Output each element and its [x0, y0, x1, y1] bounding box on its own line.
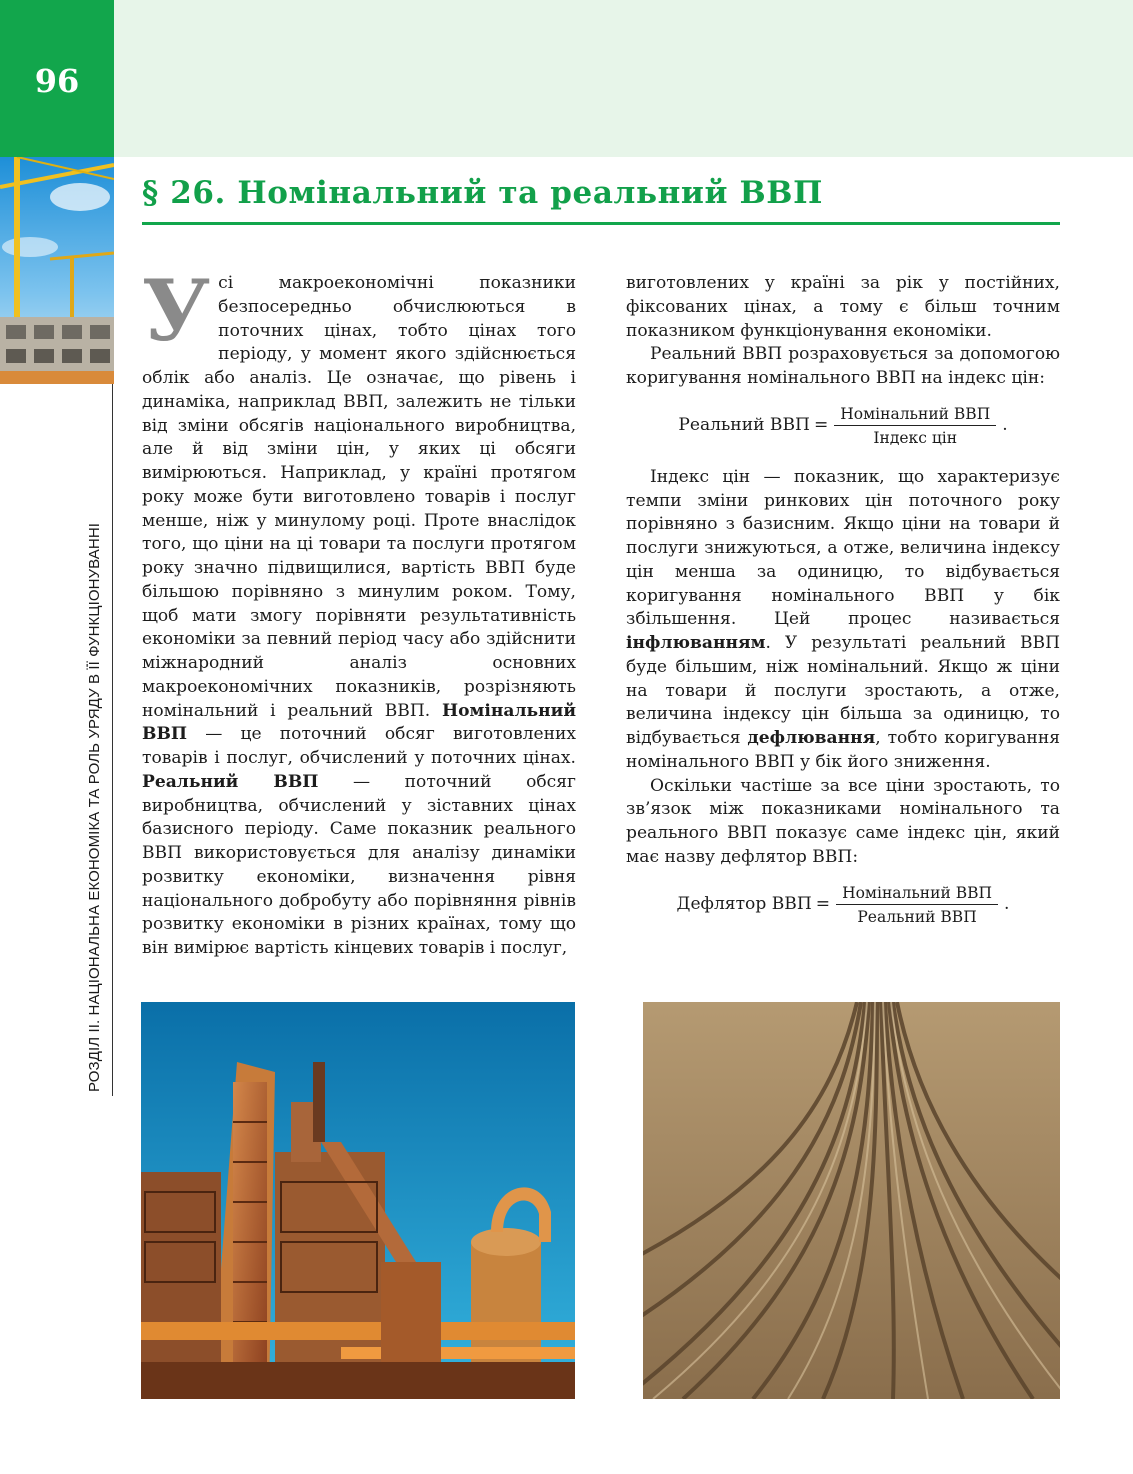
- paragraph-continued: виготовлених у країні за рік у постійних, фіксованих цінах, а тому є більш точним показником функціонування економіки.: [626, 273, 1060, 341]
- formula-real-gdp: [626, 403, 1060, 450]
- side-rule: [112, 384, 113, 1096]
- real-definition: — поточний обсяг виробництва, обчислений у зіставних цінах базисного періоду. Саме показник реального ВВП використовується для аналізу динаміки розвитку економіки, визначення рівня національного добробуту або порівняння рівнів розвитку економіки в різних країнах, тому що він вимірює вартість кінцевих товарів і послуг,: [142, 771, 576, 958]
- paragraph-deflator: Оскільки частіше за все ціни зростають, то зв’язок між показниками номінального та реального ВВП показує саме індекс цін, який має назву дефлятор ВВП:: [626, 775, 1060, 867]
- page-tab: [0, 0, 114, 157]
- formula-lhs: Реальний ВВП: [678, 415, 810, 436]
- industrial-plant-photo: [141, 1002, 575, 1399]
- section-label: РОЗДІЛ ІІ. НАЦІОНАЛЬНА ЕКОНОМІКА ТА РОЛЬ УРЯДУ В ЇЇ ФУНКЦІОНУВАННІ: [85, 522, 103, 1092]
- formula-numerator: Номінальний ВВП: [842, 883, 993, 902]
- formula-denominator: Реальний ВВП: [857, 907, 977, 926]
- page-number: 96: [34, 62, 80, 100]
- dropcap-letter: У: [142, 261, 211, 360]
- term-deflation: дефлювання: [747, 728, 876, 748]
- price-index-text: Індекс цін — показник, що характеризує темпи зміни ринкових цін поточного року порівняно з базисним. Якщо ціни на товари й послуги знижуються, а отже, величина індексу цін менша за одиницю, то відбувається коригування номінального ВВП у бік збільшення. Цей процес називається: [626, 466, 1060, 630]
- formula-fraction: [834, 403, 996, 450]
- formula-period: .: [1004, 894, 1010, 915]
- intro-text: сі макроекономічні показники безпосередньо обчислюються в поточних цінах, тобто цінах того періоду, у момент якого здійснюється облік або аналіз. Це означає, що рівень і динаміка, наприклад ВВП, залежить не тільки від зміни обсягів національного виробництва, але й від зміни цін, у яких ці обсяги вимірюються. Наприклад, у країні протягом року може бути виготовлено товарів і послуг менше, ніж у минулому році. Проте внаслідок того, що ціни на ці товари та послуги протягом року значно підвищилися, вартість ВВП буде більшою порівняно з минулим роком. Тому, щоб мати змогу порівняти результативність економіки за певний період часу або здійснити міжнародний аналіз основних макроекономічних показників, розрізняють номінальний і реальний ВВП.: [142, 273, 576, 721]
- right-column: [626, 272, 1060, 945]
- formula-period: .: [1002, 415, 1008, 436]
- price-index-text-2: . У результаті реальний ВВП буде більшим, ніж номінальний. Якщо ж ціни на товари й послуги зростають, а отже, величина індексу цін більша за одиницю, то відбувається: [626, 633, 1060, 748]
- term-inflation: інфлюванням: [626, 633, 766, 653]
- paragraph-intro: [142, 261, 577, 961]
- formula-equals: =: [815, 894, 831, 915]
- paragraph-real-calc: Реальний ВВП розраховується за допомогою коригування номінального ВВП на індекс цін:: [626, 344, 1060, 388]
- construction-crane-photo: [0, 157, 114, 384]
- formula-deflator: [626, 882, 1060, 929]
- formula-equals: =: [813, 415, 829, 436]
- plowed-field-photo: [643, 1002, 1060, 1399]
- formula-numerator: Номінальний ВВП: [840, 404, 991, 423]
- term-nominal-gdp: Номінальний ВВП: [142, 700, 577, 745]
- page-title: § 26. Номінальний та реальний ВВП: [142, 175, 823, 211]
- term-real-gdp: Реальний ВВП: [142, 771, 319, 792]
- nominal-definition: — це поточний обсяг виготовлених товарів і послуг, обчислений у поточних цінах.: [142, 724, 576, 768]
- formula-lhs: Дефлятор ВВП: [676, 894, 812, 915]
- formula-fraction: [836, 882, 998, 929]
- price-index-text-3: , тобто коригування номінального ВВП у бік його зниження.: [626, 728, 1060, 772]
- title-underline: [142, 222, 1060, 225]
- paragraph-price-index: [626, 466, 1060, 775]
- formula-denominator: Індекс цін: [873, 428, 958, 447]
- top-band: [114, 0, 1133, 157]
- left-column: [142, 261, 577, 961]
